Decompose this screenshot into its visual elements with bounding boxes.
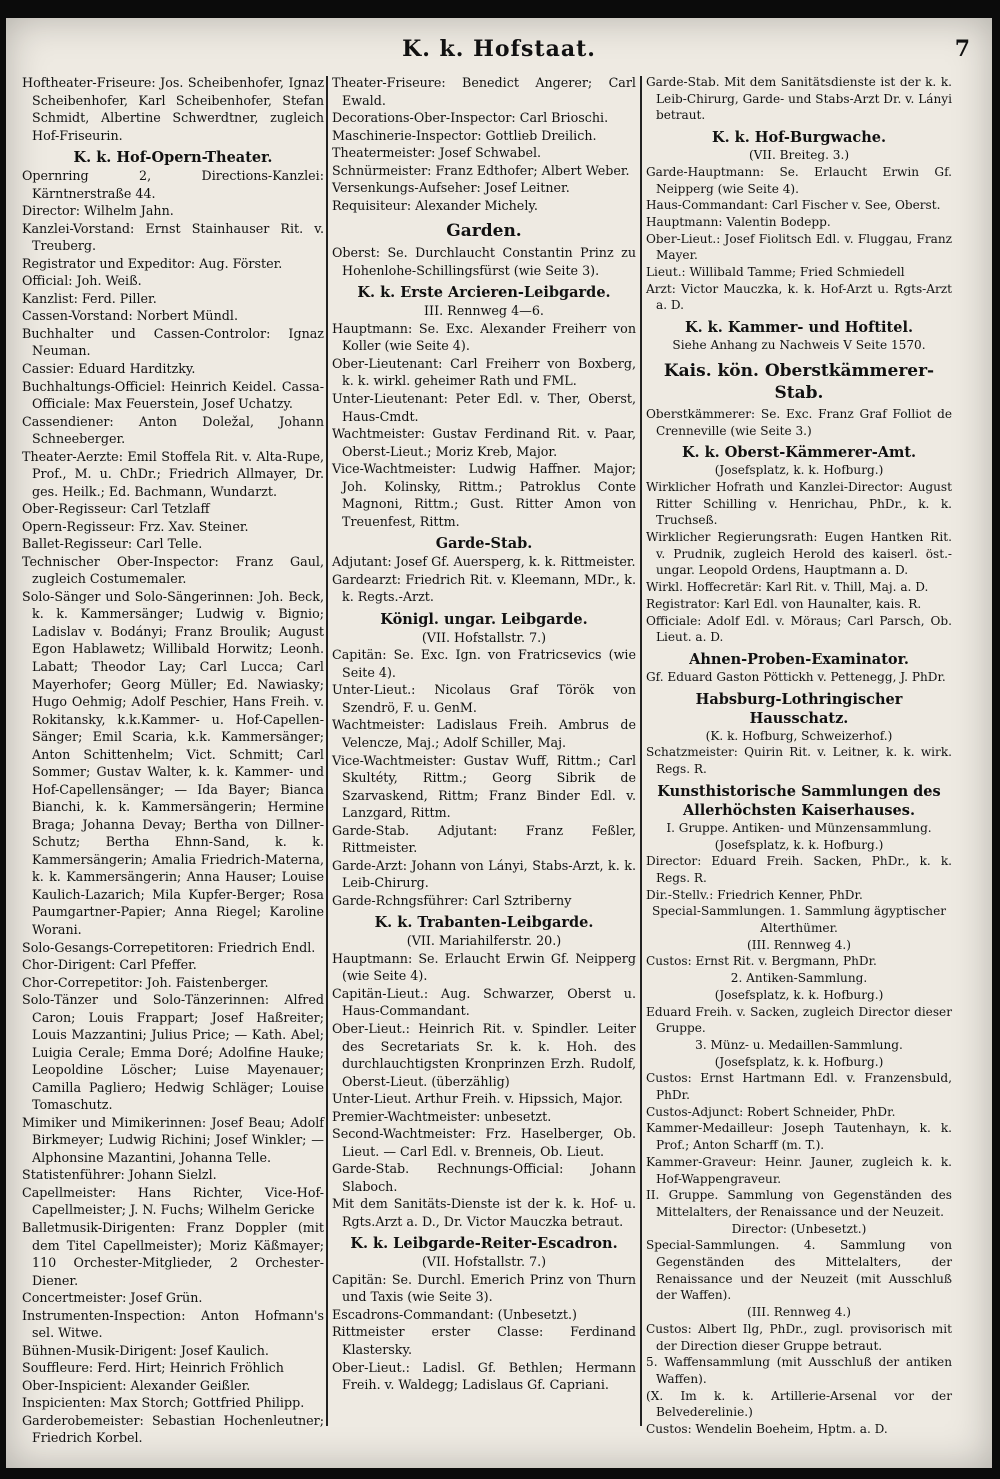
entry-text: Solo-Tänzer und Solo-Tänzerinnen: Alfred Caron; Louis Frappart; Josef Haßreiter; Louis Mazzantini; Julius Price; — Kath. Abel; Luigia Cerale; Emma Doré; Adolfine Hauke; Leopoldine Löscher; Luise Mayenauer; Camilla Pagliero; Hedwig Schläger; Louise Tomaschutz.: [22, 992, 324, 1113]
entry-text: Technischer Ober-Inspector: Franz Gaul, zugleich Costumemaler.: [22, 553, 324, 587]
entry-text: Haus-Commandant: Carl Fischer v. See, Oberst.: [646, 198, 941, 213]
entry-text: Theatermeister: Josef Schwabel.: [332, 145, 542, 161]
section-heading: K. k. Kammer- und Hoftitel.: [684, 319, 914, 337]
entry-text: Concertmeister: Josef Grün.: [22, 1290, 203, 1306]
entry-text: Second-Wachtmeister: Frz. Haselberger, Ob. Lieut. — Carl Edl. v. Brenneis, Ob. Lieut.: [332, 1126, 636, 1159]
entry-text: Oberst: Se. Durchlaucht Constantin Prinz zu Hohenlohe-Schillingsfürst (wie Seite 3).: [332, 245, 636, 278]
centered-note: (Josefsplatz, k. k. Hofburg.): [714, 987, 884, 1002]
document-page: [6, 18, 992, 1468]
section-heading: K. k. Erste Arcieren-Leibgarde.: [357, 284, 611, 302]
entry-text: Opernring 2, Directions-Kanzlei: Kärntnerstraße 44.: [22, 168, 324, 201]
entry-text: Ober-Lieut.: Josef Fiolitsch Edl. v. Fluggau, Franz Mayer.: [646, 231, 952, 263]
entry-text: Vice-Wachtmeister: Gustav Wuff, Rittm.; Carl Skultéty, Rittm.; Georg Sibrik de Szarvaskend, Rittm; Franz Binder Edl. v. Lanzgard, Rittm.: [332, 752, 636, 821]
page-title: K. k. Hofstaat.: [402, 36, 596, 62]
entry-text: Unter-Lieutenant: Peter Edl. v. Ther, Oberst, Haus-Cmdt.: [332, 390, 636, 424]
centered-note: (Josefsplatz, k. k. Hofburg.): [714, 1054, 884, 1069]
entry-text: Schatzmeister: Quirin Rit. v. Leitner, k. k. wirk. Regs. R.: [646, 745, 952, 777]
section-heading: K. k. Oberst-Kämmerer-Amt.: [681, 444, 917, 462]
entry-text: Hauptmann: Se. Erlaucht Erwin Gf. Neipperg (wie Seite 4).: [332, 950, 636, 984]
entry-text: Custos: Albert Ilg, PhDr., zugl. provisorisch mit der Direction dieser Gruppe betraut.: [646, 1321, 952, 1353]
entry-text: Unter-Lieut.: Nicolaus Graf Török von Szendrö, F. u. GenM.: [332, 682, 636, 715]
entry-text: Versenkungs-Aufseher: Josef Leitner.: [332, 180, 570, 196]
column-divider: [640, 76, 642, 1426]
centered-note: (VII. Breiteg. 3.): [748, 148, 850, 163]
entry-text: Wachtmeister: Gustav Ferdinand Rit. v. Paar, Oberst-Lieut.; Moriz Kreb, Major.: [332, 426, 636, 459]
centered-note: (Josefsplatz, k. k. Hofburg.): [714, 837, 884, 852]
entry-text: Hauptmann: Se. Exc. Alexander Freiherr von Koller (wie Seite 4).: [332, 320, 636, 354]
page-number: 7: [954, 36, 970, 62]
entry-text: Capellmeister: Hans Richter, Vice-Hof-Capellmeister; J. N. Fuchs; Wilhelm Gericke: [22, 1184, 324, 1218]
centered-note: (Josefsplatz, k. k. Hofburg.): [714, 463, 884, 478]
entry-text: Officiale: Adolf Edl. v. Möraus; Carl Parsch, Ob. Lieut. a. D.: [646, 613, 952, 645]
entry-text: Requisiteur: Alexander Michely.: [332, 197, 538, 213]
entry-text: Custos: Ernst Rit. v. Bergmann, PhDr.: [646, 954, 877, 969]
entry-text: Chor-Dirigent: Carl Pfeffer.: [22, 957, 197, 973]
entry-text: Statistenführer: Johann Sielzl.: [22, 1167, 217, 1183]
entry-text: Mit dem Sanitäts-Dienste ist der k. k. Hof- u. Rgts.Arzt a. D., Dr. Victor Mauczka betraut.: [332, 1196, 636, 1229]
entry-text: Premier-Wachtmeister: unbesetzt.: [332, 1108, 552, 1124]
centered-note: III. Rennweg 4—6.: [424, 303, 544, 319]
entry-text: Garderobemeister: Sebastian Hochenleutner; Friedrich Korbel.: [22, 1412, 324, 1446]
section-heading: K. k. Hof-Opern-Theater.: [73, 149, 273, 167]
entry-text: Hoftheater-Friseure: Jos. Scheibenhofer, Ignaz Scheibenhofer, Karl Scheibenhofer, Stefan Schmidt, Albertine Schwerdtner, zugleich Hof-Friseurin.: [22, 75, 324, 143]
entry-text: Mimiker und Mimikerinnen: Josef Beau; Adolf Birkmeyer; Ludwig Richini; Josef Winkler; — Alphonsine Mazantini, Johanna Telle.: [22, 1114, 324, 1165]
section-heading: Garden.: [446, 221, 522, 242]
entry-text: Opern-Regisseur: Frz. Xav. Steiner.: [22, 518, 249, 534]
section-heading: Königl. ungar. Leibgarde.: [380, 610, 588, 628]
page-header: [6, 36, 992, 70]
centered-note: (K. k. Hofburg, Schweizerhof.): [705, 728, 893, 743]
entry-text: Adjutant: Josef Gf. Auersperg, k. k. Rittmeister.: [332, 554, 636, 570]
section-heading: K. k. Hof-Burgwache.: [711, 129, 887, 147]
column-divider: [326, 76, 328, 1426]
entry-text: Instrumenten-Inspection: Anton Hofmann's sel. Witwe.: [22, 1307, 324, 1341]
section-heading: Kais. kön. Oberstkämmerer-Stab.: [663, 360, 935, 403]
entry-text: Wirklicher Hofrath und Kanzlei-Director: August Ritter Schilling v. Henrichau, PhDr., k. k. Truchseß.: [646, 479, 952, 528]
entry-text: Ober-Lieut.: Ladisl. Gf. Bethlen; Hermann Freih. v. Waldegg; Ladislaus Gf. Capriani.: [332, 1359, 636, 1393]
entry-text: Schnürmeister: Franz Edthofer; Albert Weber.: [332, 162, 630, 178]
entry-text: Decorations-Ober-Inspector: Carl Brioschi.: [332, 110, 609, 126]
entry-text: Theater-Aerzte: Emil Stoffela Rit. v. Alta-Rupe, Prof., M. u. ChDr.; Friedrich Allmayer, Dr. ges. Heilk.; Ed. Bachmann, Wundarzt.: [22, 448, 324, 499]
entry-text: Kammer-Graveur: Heinr. Jauner, zugleich k. k. Hof-Wappengraveur.: [646, 1154, 952, 1186]
entry-text: II. Gruppe. Sammlung von Gegenständen des Mittelalters, der Renaissance und der Neuzeit.: [646, 1188, 952, 1219]
centered-note: Director: (Unbesetzt.): [731, 1221, 867, 1236]
entry-text: Unter-Lieut. Arthur Freih. v. Hipssich, Major.: [332, 1091, 623, 1107]
entry-text: Director: Eduard Freih. Sacken, PhDr., k. k. Regs. R.: [646, 854, 952, 885]
centered-note: I. Gruppe. Antiken- und Münzensammlung.: [666, 820, 932, 835]
entry-text: Director: Wilhelm Jahn.: [22, 203, 174, 219]
entry-text: Wachtmeister: Ladislaus Freih. Ambrus de Velencze, Maj.; Adolf Schiller, Maj.: [332, 717, 636, 750]
entry-text: Escadrons-Commandant: (Unbesetzt.): [332, 1306, 577, 1322]
section-heading: K. k. Leibgarde-Reiter-Escadron.: [350, 1235, 618, 1253]
entry-text: Garde-Arzt: Johann von Lányi, Stabs-Arzt, k. k. Leib-Chirurg.: [332, 857, 636, 891]
section-heading: Garde-Stab.: [435, 535, 533, 553]
entry-text: Lieut.: Willibald Tamme; Fried Schmiedell: [646, 265, 905, 280]
entry-text: Kammer-Medailleur: Joseph Tautenhayn, k. k. Prof.; Anton Scharff (m. T.).: [646, 1121, 952, 1153]
entry-text: Vice-Wachtmeister: Ludwig Haffner. Major; Joh. Kolinsky, Rittm.; Patroklus Conte Magnoni, Rittm.; Gust. Ritter Amon von Treuenfest, Rittm.: [332, 461, 636, 529]
entry-text: Custos-Adjunct: Robert Schneider, PhDr.: [646, 1104, 896, 1119]
entry-text: Gf. Eduard Gaston Pöttickh v. Pettenegg, J. PhDr.: [646, 669, 946, 684]
entry-text: Custos: Wendelin Boeheim, Hptm. a. D.: [646, 1422, 888, 1437]
entry-text: Hauptmann: Valentin Bodepp.: [646, 214, 831, 229]
entry-text: Theater-Friseure: Benedict Angerer; Carl Ewald.: [332, 75, 636, 108]
centered-note: 2. Antiken-Sammlung.: [730, 971, 868, 986]
section-heading: K. k. Trabanten-Leibgarde.: [374, 914, 594, 932]
entry-text: Solo-Gesangs-Correpetitoren: Friedrich Endl.: [22, 939, 316, 955]
entry-text: Oberstkämmerer: Se. Exc. Franz Graf Folliot de Crenneville (wie Seite 3.): [646, 406, 952, 438]
section-heading: Kunsthistorische Sammlungen des Allerhöchsten Kaiserhauses.: [657, 782, 941, 819]
entry-text: Eduard Freih. v. Sacken, zugleich Director dieser Gruppe.: [646, 1004, 952, 1036]
centered-note: (VII. Mariahilferstr. 20.): [406, 933, 562, 949]
entry-text: Official: Joh. Weiß.: [22, 273, 142, 289]
entry-text: Maschinerie-Inspector: Gottlieb Dreilich.: [332, 127, 597, 143]
centered-note: (VII. Hofstallstr. 7.): [421, 629, 547, 645]
section-heading: Habsburg-Lothringischer Hausschatz.: [695, 690, 903, 727]
entry-text: Garde-Stab. Mit dem Sanitätsdienste ist der k. k. Leib-Chirurg, Garde- und Stabs-Arzt Dr. v. Lányi betraut.: [646, 75, 952, 123]
entry-text: Garde-Stab. Rechnungs-Official: Johann Slaboch.: [332, 1161, 636, 1194]
centered-note: Siehe Anhang zu Nachweis V Seite 1570.: [672, 338, 926, 353]
entry-text: Ober-Regisseur: Carl Tetzlaff: [22, 501, 210, 517]
entry-text: Ballet-Regisseur: Carl Telle.: [22, 536, 203, 552]
entry-text: Ober-Lieutenant: Carl Freiherr von Boxberg, k. k. wirkl. geheimer Rath und FML.: [332, 355, 636, 389]
entry-text: Bühnen-Musik-Dirigent: Josef Kaulich.: [22, 1342, 269, 1358]
entry-text: Dir.-Stellv.: Friedrich Kenner, PhDr.: [646, 887, 863, 902]
centered-note: (III. Rennweg 4.): [747, 1305, 851, 1320]
entry-text: Capitän-Lieut.: Aug. Schwarzer, Oberst u. Haus-Commandant.: [332, 985, 636, 1019]
entry-text: Buchhaltungs-Officiel: Heinrich Keidel. Cassa-Officiale: Max Feuerstein, Josef Uchatzy.: [22, 378, 324, 412]
entry-text: Garde-Rchngsführer: Carl Sztriberny: [332, 892, 572, 908]
entry-text: Rittmeister erster Classe: Ferdinand Klastersky.: [332, 1324, 636, 1357]
entry-text: Special-Sammlungen. 4. Sammlung von Gegenständen des Mittelalters, der Renaissance und der Neuzeit (mit Ausschluß der Waffen).: [646, 1238, 952, 1303]
entry-text: 5. Waffensammlung (mit Ausschluß der antiken Waffen).: [646, 1355, 952, 1386]
entry-text: Chor-Correpetitor: Joh. Faistenberger.: [22, 974, 269, 990]
column-middle: [332, 74, 636, 1394]
entry-text: (X. Im k. k. Artillerie-Arsenal vor der Belvederelinie.): [646, 1388, 952, 1420]
entry-text: Registrator und Expeditor: Aug. Förster.: [22, 255, 283, 271]
column-left: [22, 74, 324, 1447]
entry-text: Capitän: Se. Durchl. Emerich Prinz von Thurn und Taxis (wie Seite 3).: [332, 1271, 636, 1305]
entry-text: Ober-Inspicient: Alexander Geißler.: [22, 1377, 251, 1393]
entry-text: Registrator: Karl Edl. von Haunalter, kais. R.: [646, 596, 922, 611]
entry-text: Wirkl. Hoffecretär: Karl Rit. v. Thill, Maj. a. D.: [646, 580, 929, 595]
entry-text: Solo-Sänger und Solo-Sängerinnen: Joh. Beck, k. k. Kammersänger; Ludwig v. Bignio; Ladislav v. Bodányi; Franz Broulik; August Egon Hablawetz; Willibald Horwitz; Leonh. Labatt; Theodor Lay; Carl Lucca; Carl Mayerhofer; Georg Müller; Ed. Nawiasky; Hugo Oehmig; Adolf Peschier, Hans Freih. v. Rokitansky, k.k.Kammer- u. Hof-Capellen-Sänger; Emil Scaria, k.k. Kammersänger; Anton Schittenhelm; Vict. Schmitt; Carl Sommer; Gustav Walter, k. k. Kammer- und Hof-Capellensänger; — Ida Bayer; Bianca Bianchi, k. k. Kammersängerin; Hermine Braga; Johanna Devay; Bertha von Dillner-Schutz; Bertha Ehnn-Sand, k. k. Kammersängerin; Amalia Friedrich-Materna, k. k. Kammersängerin; Anna Hauser; Louise Kaulich-Lazarich; Mila Kupfer-Berger; Rosa Paumgartner-Papier; Anna Riegel; Karoline Worani.: [22, 588, 324, 937]
entry-text: Cassen-Vorstand: Norbert Mündl.: [22, 308, 238, 324]
entry-text: Custos: Ernst Hartmann Edl. v. Franzensbuld, PhDr.: [646, 1071, 952, 1103]
entry-text: Gardearzt: Friedrich Rit. v. Kleemann, MDr., k. k. Regts.-Arzt.: [332, 571, 636, 605]
centered-note: Special-Sammlungen. 1. Sammlung ägyptischer Alterthümer.: [651, 904, 947, 936]
entry-text: Wirklicher Regierungsrath: Eugen Hantken Rit. v. Prudnik, zugleich Herold des kaiserl. öst.-ungar. Leopold Ordens, Hauptmann a. D.: [646, 530, 952, 578]
entry-text: Souffleure: Ferd. Hirt; Heinrich Fröhlich: [22, 1360, 284, 1376]
entry-text: Cassier: Eduard Harditzky.: [22, 360, 196, 376]
entry-text: Kanzlist: Ferd. Piller.: [22, 290, 157, 306]
entry-text: Balletmusik-Dirigenten: Franz Doppler (mit dem Titel Capellmeister); Moriz Käßmayer; 110 Orchester-Mitglieder, 2 Orchester-Diener.: [22, 1220, 324, 1288]
entry-text: Capitän: Se. Exc. Ign. von Fratricsevics (wie Seite 4).: [332, 647, 636, 680]
centered-note: (VII. Hofstallstr. 7.): [421, 1254, 547, 1270]
entry-text: Kanzlei-Vorstand: Ernst Stainhauser Rit. v. Treuberg.: [22, 220, 324, 254]
entry-text: Garde-Hauptmann: Se. Erlaucht Erwin Gf. Neipperg (wie Seite 4).: [646, 164, 952, 196]
entry-text: Garde-Stab. Adjutant: Franz Feßler, Rittmeister.: [332, 822, 636, 856]
entry-text: Cassendiener: Anton Doležal, Johann Schneeberger.: [22, 413, 324, 447]
centered-note: (III. Rennweg 4.): [747, 937, 851, 952]
column-right: [646, 74, 952, 1438]
entry-text: Ober-Lieut.: Heinrich Rit. v. Spindler. Leiter des Secretariats Sr. k. k. Hoh. des durchlauchtigsten Kronprinzen Erzh. Rudolf, Oberst-Lieut. (überzählig): [332, 1020, 636, 1089]
entry-text: Inspicienten: Max Storch; Gottfried Philipp.: [22, 1395, 305, 1411]
entry-text: Buchhalter und Cassen-Controlor: Ignaz Neuman.: [22, 325, 324, 359]
centered-note: 3. Münz- u. Medaillen-Sammlung.: [695, 1037, 903, 1052]
section-heading: Ahnen-Proben-Examinator.: [689, 650, 909, 668]
entry-text: Arzt: Victor Mauczka, k. k. Hof-Arzt u. Rgts-Arzt a. D.: [646, 281, 952, 313]
